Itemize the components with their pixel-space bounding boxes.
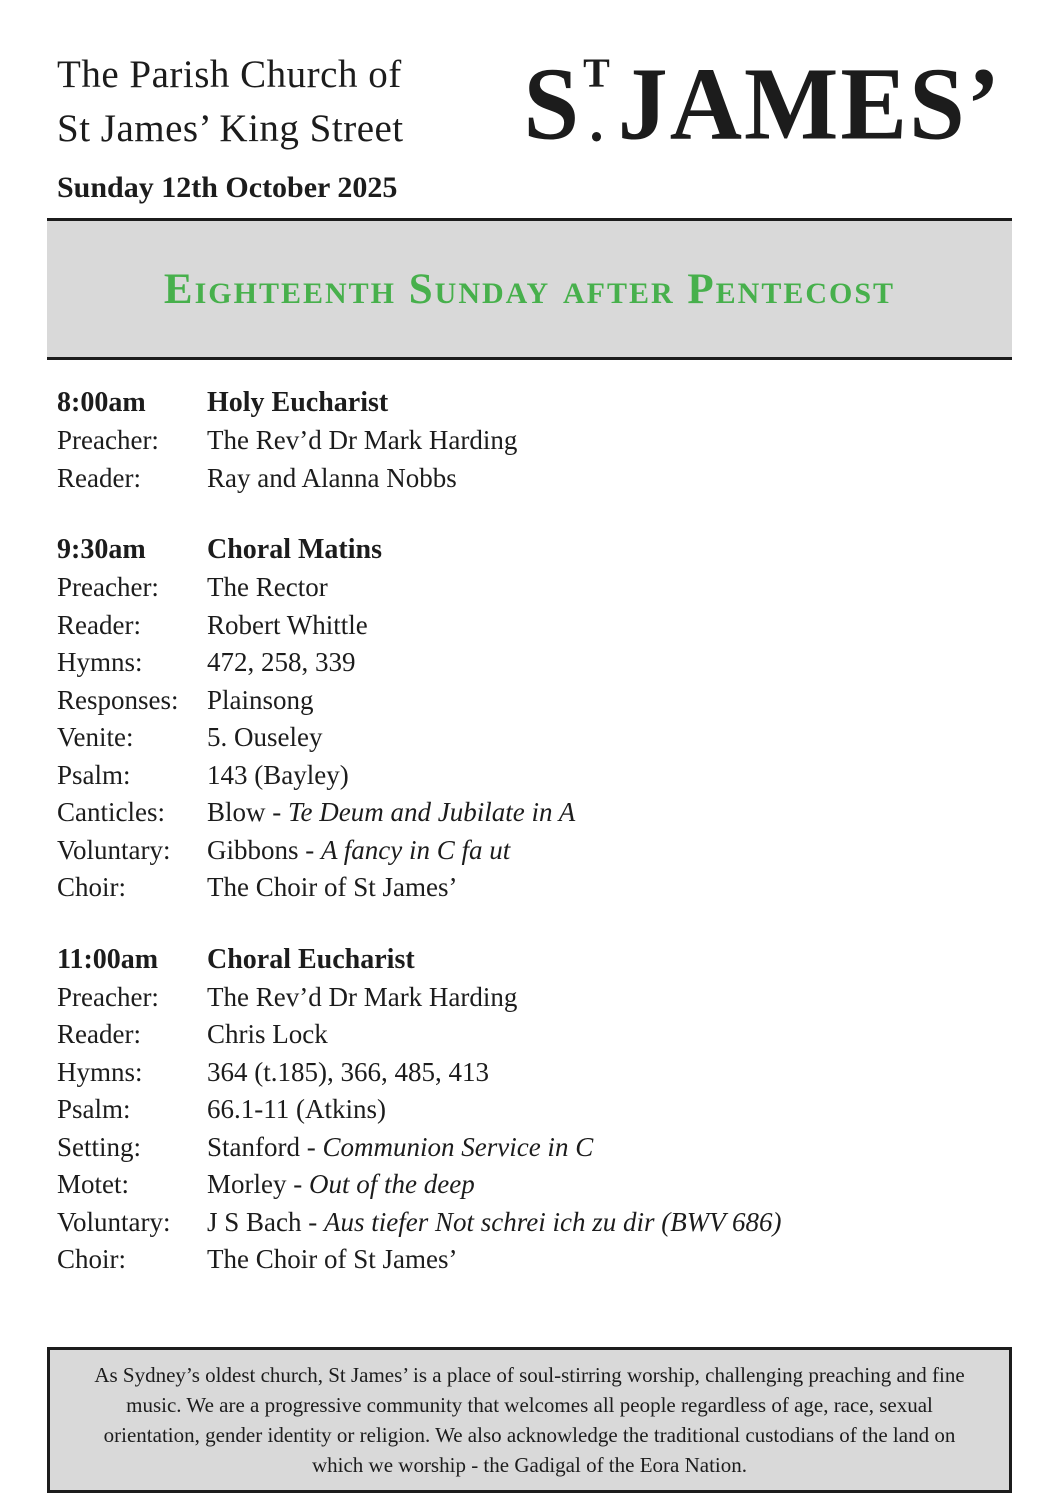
- service-row: [57, 1166, 1012, 1204]
- service-row-value: J S Bach - Aus tiefer Not schrei ich zu dir (BWV 686): [207, 1206, 782, 1237]
- service-row: [57, 794, 1012, 832]
- service-row-label: Motet:: [57, 1169, 129, 1199]
- service-time: 8:00am: [57, 387, 146, 418]
- service-row-value: Ray and Alanna Nobbs: [207, 462, 457, 493]
- service-heading: [57, 941, 1012, 979]
- service-row-label: Preacher:: [57, 425, 159, 455]
- service-row: [57, 832, 1012, 870]
- service-row-label: Psalm:: [57, 1094, 131, 1124]
- service-row: [57, 644, 1012, 682]
- service-row-value: 5. Ouseley: [207, 722, 323, 752]
- service-row-value: Gibbons - A fancy in C fa ut: [207, 834, 511, 865]
- service-row: [57, 979, 1012, 1017]
- service-section-8am: [57, 384, 1012, 497]
- service-time: 11:00am: [57, 943, 159, 975]
- service-row-value: Robert Whittle: [207, 609, 368, 640]
- service-row-value: Stanford - Communion Service in C: [207, 1131, 594, 1162]
- service-row-value: The Rev’d Dr Mark Harding: [207, 425, 518, 455]
- service-heading: [57, 531, 1012, 569]
- service-row: [57, 422, 1012, 460]
- service-row-label: Setting:: [57, 1131, 142, 1162]
- service-row-value: Morley - Out of the deep: [207, 1169, 475, 1199]
- service-row-label: Choir:: [57, 872, 127, 902]
- service-row: [57, 869, 1012, 907]
- service-section-11am: [57, 941, 1012, 1279]
- service-row-value: The Choir of St James’: [207, 1244, 458, 1274]
- church-name-line2: St James’ King Street: [57, 107, 404, 150]
- service-row-label: Canticles:: [57, 797, 165, 827]
- logo-period: .: [589, 89, 606, 155]
- service-row-label: Responses:: [57, 684, 179, 715]
- service-row: [57, 1016, 1012, 1054]
- logo-word-james: JAMES’: [617, 45, 1002, 162]
- st-james-logo: [523, 45, 1002, 162]
- liturgical-day-banner: [47, 218, 1012, 360]
- service-row-label: Hymns:: [57, 647, 143, 677]
- service-date: Sunday 12th October 2025: [57, 171, 398, 204]
- service-row: [57, 569, 1012, 607]
- service-row: [57, 1129, 1012, 1167]
- service-row-label: Reader:: [57, 609, 141, 640]
- page-header: [57, 45, 1012, 208]
- service-row-label: Hymns:: [57, 1056, 143, 1087]
- service-row-value: Plainsong: [207, 684, 314, 715]
- service-row: [57, 682, 1012, 720]
- service-row-value: Chris Lock: [207, 1019, 328, 1049]
- service-row-value: Blow - Te Deum and Jubilate in A: [207, 797, 576, 827]
- service-time: 9:30am: [57, 534, 146, 565]
- service-row-label: Preacher:: [57, 981, 159, 1012]
- service-name: Choral Eucharist: [207, 943, 415, 975]
- logo-letter-s: S: [523, 45, 582, 162]
- footer-welcome-text: As Sydney’s oldest church, St James’ is a place of soul-stirring worship, challenging preaching and fine music. We are a progressive community that welcomes all people regardless of age, race, sexual orientation, gender identity or religion. We also acknowledge the traditional custodians of the land on which we worship - the Gadigal of the Eora Nation.: [94, 1362, 965, 1477]
- service-name: Choral Matins: [207, 534, 382, 565]
- service-row-value: 143 (Bayley): [207, 759, 349, 790]
- services-list: [57, 384, 1012, 1279]
- service-row: [57, 757, 1012, 795]
- service-row-label: Voluntary:: [57, 1206, 171, 1237]
- service-row: [57, 1241, 1012, 1279]
- service-section-930am: [57, 531, 1012, 907]
- service-row-label: Reader:: [57, 1019, 141, 1049]
- service-row-value: 472, 258, 339: [207, 647, 356, 677]
- service-row-label: Psalm:: [57, 759, 131, 790]
- service-row: [57, 460, 1012, 498]
- service-row: [57, 1054, 1012, 1092]
- church-name-line1: The Parish Church of: [57, 53, 402, 96]
- service-row: [57, 1091, 1012, 1129]
- service-row-label: Preacher:: [57, 572, 159, 602]
- service-name: Holy Eucharist: [207, 387, 389, 418]
- service-row-value: 66.1-11 (Atkins): [207, 1094, 386, 1124]
- service-row: [57, 1204, 1012, 1242]
- service-row-value: The Rector: [207, 572, 328, 602]
- service-row: [57, 719, 1012, 757]
- liturgical-day-title: Eighteenth Sunday after Pentecost: [163, 265, 896, 313]
- service-row-value: 364 (t.185), 366, 485, 413: [207, 1056, 489, 1087]
- service-row-label: Reader:: [57, 462, 141, 493]
- footer-welcome-box: [47, 1347, 1012, 1493]
- service-heading: [57, 384, 1012, 422]
- service-row-label: Venite:: [57, 722, 134, 752]
- service-row-value: The Choir of St James’: [207, 872, 458, 902]
- service-row-value: The Rev’d Dr Mark Harding: [207, 981, 518, 1012]
- service-row-label: Choir:: [57, 1244, 127, 1274]
- church-title-block: [57, 48, 404, 208]
- logo-superscript-t: T .: [583, 48, 612, 155]
- service-row-label: Voluntary:: [57, 834, 171, 865]
- service-row: [57, 607, 1012, 645]
